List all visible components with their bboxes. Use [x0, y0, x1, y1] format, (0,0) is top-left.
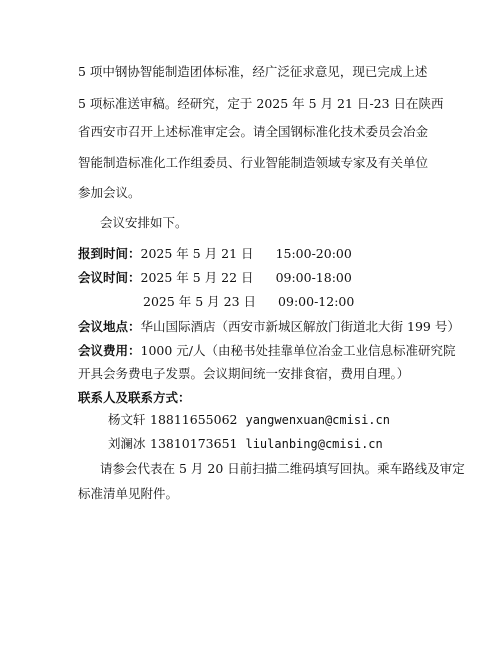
contact-email: liulanbing@cmisi.cn — [245, 437, 383, 451]
schedule-date: 2025 年 5 月 21 日 — [140, 246, 254, 261]
contact-phone: 13810173651 — [150, 436, 238, 451]
fee-row-continued: 开具会务费电子发票。会议期间统一安排食宿，费用自理。） — [78, 366, 410, 381]
fee-row — [78, 343, 456, 359]
arrangement-intro: 会议安排如下。 — [100, 215, 188, 230]
contacts-heading: 联系人及联系方式： — [78, 390, 191, 405]
fee-label: 会议费用： — [78, 343, 141, 358]
contact-row — [108, 436, 383, 452]
schedule-time: 09:00-18:00 — [275, 270, 352, 285]
paragraph-line: 智能制造标准化工作组委员、行业智能制造领域专家及有关单位 — [78, 155, 429, 170]
contact-phone: 18811655062 — [150, 412, 238, 427]
fee-value: 1000 元/人（由秘书处挂靠单位冶金工业信息标准研究院 — [140, 343, 456, 358]
schedule-label: 报到时间： — [78, 246, 141, 261]
venue-row — [78, 319, 460, 335]
paragraph-line: 5 项中钢协智能制造团体标准，经广泛征求意见，现已完成上述 — [78, 64, 428, 79]
schedule-time: 15:00-20:00 — [275, 246, 352, 261]
paragraph-line: 参加会议。 — [78, 185, 141, 200]
closing-line: 请参会代表在 5 月 20 日前扫描二维码填写回执。乘车路线及审定 — [100, 461, 465, 476]
venue-value: 华山国际酒店（西安市新城区解放门街道北大街 199 号） — [140, 319, 460, 334]
contact-row — [108, 412, 390, 428]
paragraph-line: 5 项标准送审稿。经研究，定于 2025 年 5 月 21 日-23 日在陕西 — [78, 96, 444, 111]
schedule-row-meeting-day2 — [143, 294, 354, 310]
contact-name: 刘澜冰 — [108, 436, 146, 451]
closing-line: 标准清单见附件。 — [78, 486, 179, 501]
schedule-date: 2025 年 5 月 22 日 — [140, 270, 254, 285]
schedule-row-registration — [78, 246, 352, 262]
schedule-time: 09:00-12:00 — [278, 294, 355, 309]
paragraph-line: 省西安市召开上述标准审定会。请全国钢标准化技术委员会冶金 — [78, 124, 429, 139]
schedule-date: 2025 年 5 月 23 日 — [143, 294, 257, 309]
venue-label: 会议地点： — [78, 319, 141, 334]
contact-name: 杨文轩 — [108, 412, 146, 427]
schedule-label: 会议时间： — [78, 270, 141, 285]
contact-email: yangwenxuan@cmisi.cn — [245, 413, 390, 427]
schedule-row-meeting — [78, 270, 352, 286]
